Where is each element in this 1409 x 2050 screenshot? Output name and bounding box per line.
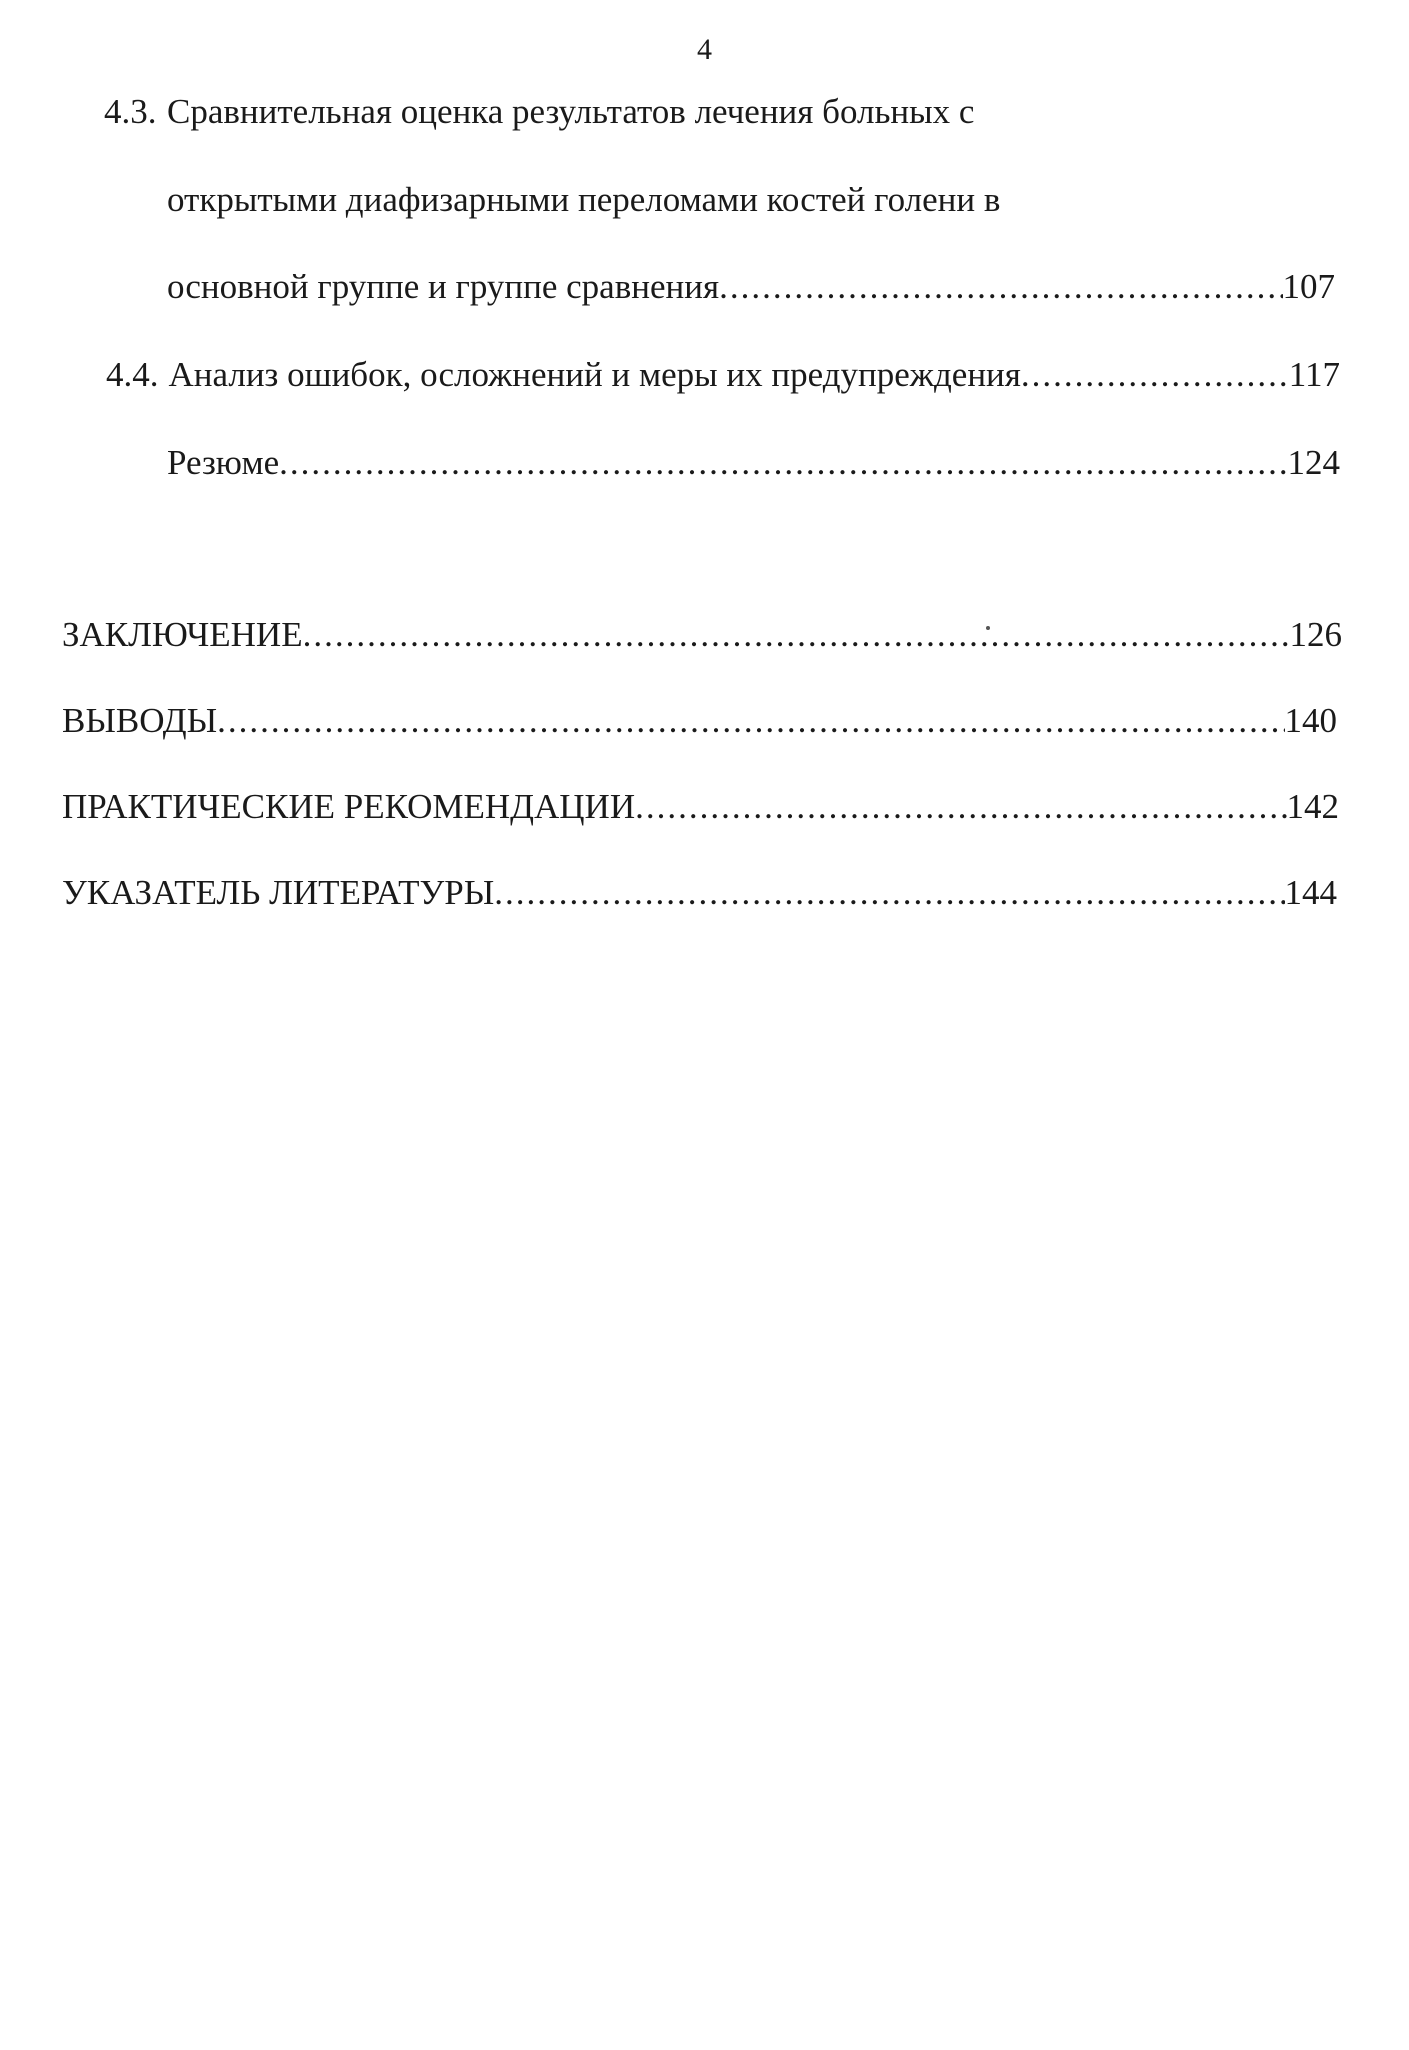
dot-leader <box>303 613 1290 657</box>
toc-entry-4-4[interactable] <box>106 353 1340 397</box>
toc-page-number: 124 <box>1287 443 1340 482</box>
toc-entry-title: Анализ ошибок, осложнений и меры их предупреждения <box>168 355 1021 394</box>
toc-page-number: 117 <box>1288 355 1340 394</box>
toc-entry-summary[interactable] <box>167 441 1340 485</box>
toc-page-number: 142 <box>1286 787 1339 826</box>
toc-entry-4-3-line-2: открытыми диафизарными переломами костей голени в <box>167 180 1001 219</box>
dot-leader <box>719 265 1282 309</box>
toc-entry-4-3-line-3[interactable] <box>167 265 1335 309</box>
dot-leader <box>635 785 1286 829</box>
toc-entry-title: основной группе и группе сравнения <box>167 267 720 306</box>
scan-speck <box>986 626 990 630</box>
toc-page-number: 140 <box>1284 701 1337 740</box>
toc-page-number: 144 <box>1284 873 1337 912</box>
toc-page-number: 107 <box>1282 267 1335 306</box>
toc-entry-title: УКАЗАТЕЛЬ ЛИТЕРАТУРЫ <box>62 873 495 912</box>
dot-leader <box>494 871 1284 915</box>
toc-entry-title: ЗАКЛЮЧЕНИЕ <box>62 615 303 654</box>
toc-entry-title: Резюме <box>167 443 280 482</box>
toc-entry-conclusion[interactable] <box>62 613 1342 657</box>
toc-entry-title: ВЫВОДЫ <box>62 701 218 740</box>
toc-entry-findings[interactable] <box>62 699 1337 743</box>
toc-entry-recommendations[interactable] <box>62 785 1339 829</box>
toc-entry-bibliography[interactable] <box>62 871 1337 915</box>
toc-entry-4-3-line-1: Сравнительная оценка результатов лечения больных с <box>167 92 975 131</box>
dot-leader <box>217 699 1284 743</box>
toc-entry-title: ПРАКТИЧЕСКИЕ РЕКОМЕНДАЦИИ <box>62 787 636 826</box>
toc-entry-4-3-number: 4.3. <box>104 92 157 131</box>
toc-entry-number: 4.4. <box>106 355 159 394</box>
page-number: 4 <box>697 33 712 66</box>
toc-page-number: 126 <box>1289 615 1342 654</box>
dot-leader <box>1021 353 1289 397</box>
dot-leader <box>279 441 1287 485</box>
